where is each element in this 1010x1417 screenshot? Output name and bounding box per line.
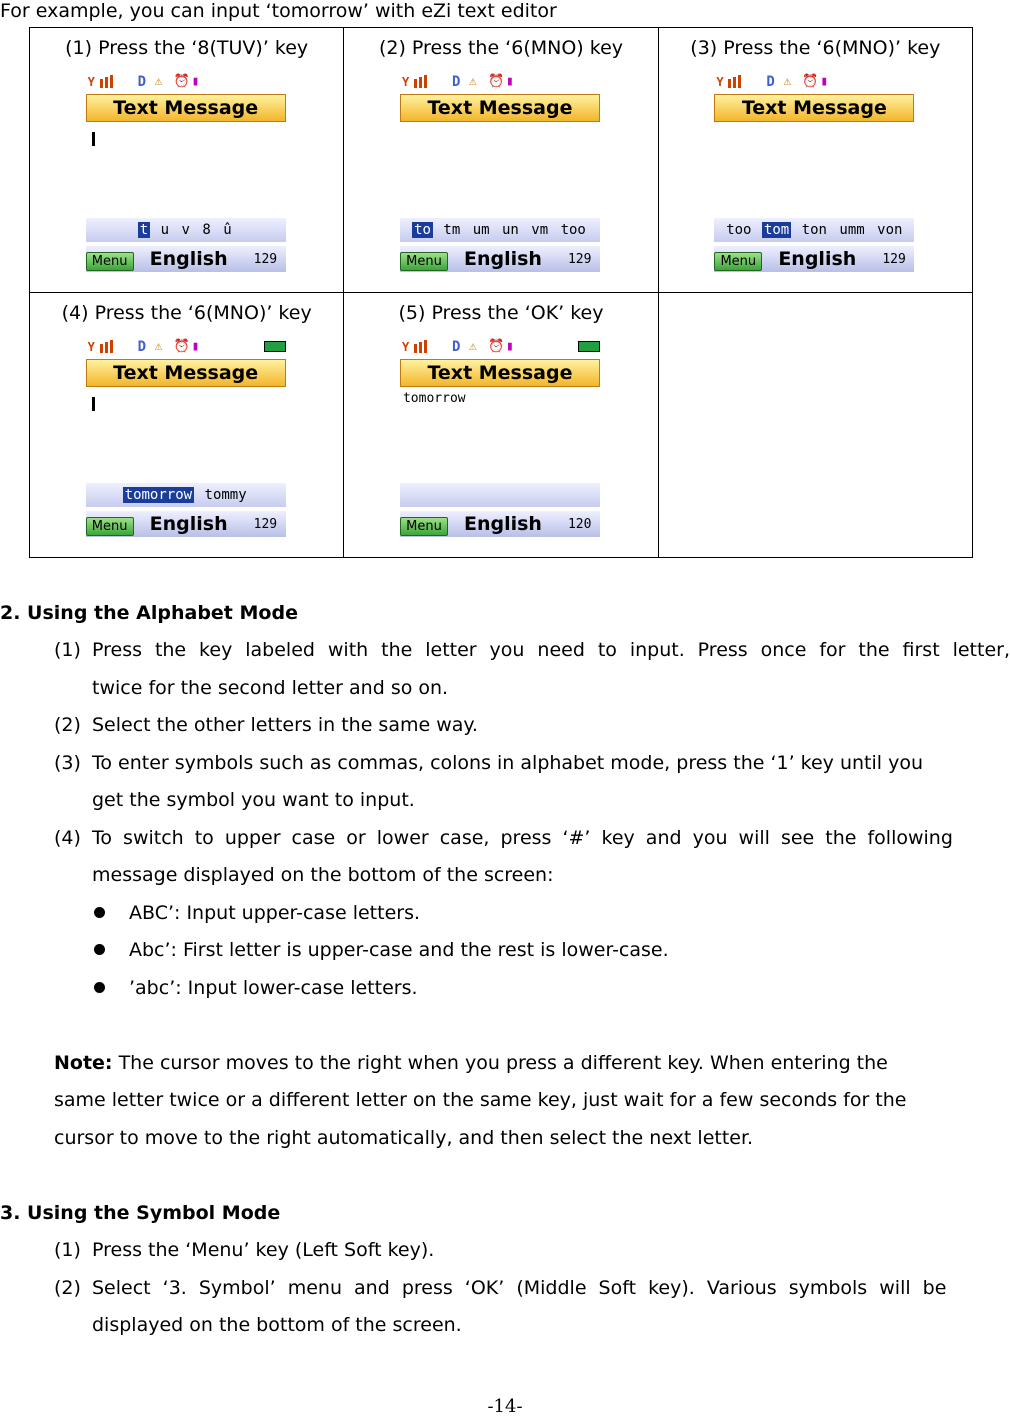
screen-title: Text Message — [714, 94, 914, 122]
item-number: (1) — [54, 1239, 81, 1261]
alarm-icon: ⏰ — [173, 74, 190, 89]
bullet-text: ABC’: Input upper-case letters. — [129, 902, 421, 924]
soft-key-bar — [400, 511, 600, 537]
item-text-continued: message displayed on the bottom of the screen: — [92, 864, 554, 886]
example-cell-5 — [344, 293, 658, 558]
example-caption: (3) Press the ‘6(MNO)’ key — [690, 37, 941, 59]
warning-icon: ⚠ — [783, 74, 792, 89]
item-text-continued: displayed on the bottom of the screen. — [92, 1314, 462, 1336]
char-count: 129 — [253, 517, 278, 532]
bullet-text: Abc’: First letter is upper-case and the rest is lower-case. — [129, 939, 669, 961]
phone-screenshot — [400, 74, 602, 274]
screen-title: Text Message — [400, 359, 600, 387]
candidate-bar — [400, 483, 600, 507]
item-number: (2) — [54, 714, 81, 736]
soft-key-bar — [86, 246, 286, 272]
item-text: To enter symbols such as commas, colons in alphabet mode, press the ‘1’ key until you — [92, 752, 924, 774]
bullet-icon — [94, 907, 105, 918]
text-cursor — [92, 132, 95, 146]
menu-soft-key[interactable]: Menu — [400, 252, 448, 271]
data-icon: D — [137, 74, 147, 90]
item-text-continued: get the symbol you want to input. — [92, 789, 415, 811]
example-cell-4 — [30, 293, 344, 558]
alarm-icon: ⏰ — [173, 339, 190, 354]
item-text: Press the key labeled with the letter you need to input. Press once for the first letter, — [92, 639, 1010, 661]
example-caption: (2) Press the ‘6(MNO) key — [378, 37, 623, 59]
data-icon: D — [766, 74, 775, 90]
bullet-item — [92, 902, 1010, 924]
section-heading: 2. Using the Alphabet Mode — [0, 602, 298, 624]
candidate-word[interactable]: tm — [443, 222, 461, 238]
candidate-bar — [86, 483, 286, 507]
example-cell-1 — [30, 28, 344, 293]
data-icon: D — [137, 339, 147, 355]
status-bar — [400, 74, 602, 90]
bullet-text: ’abc’: Input lower-case letters. — [129, 977, 418, 999]
warning-icon: ⚠ — [468, 339, 477, 354]
candidate-word[interactable]: um — [472, 222, 490, 238]
item-number: (1) — [54, 639, 81, 661]
note-text: The cursor moves to the right when you press a different key. When entering the — [118, 1052, 888, 1074]
item-text: To switch to upper case or lower case, press ‘#’ key and you will see the following — [92, 827, 953, 849]
alarm-icon: ⏰ — [487, 74, 505, 89]
menu-soft-key[interactable]: Menu — [400, 517, 448, 536]
intro-text: For example, you can input ‘tomorrow’ with eZi text editor — [0, 0, 557, 22]
examples-table — [29, 27, 973, 558]
soft-key-bar — [714, 246, 914, 272]
candidate-bar — [400, 218, 600, 242]
input-language: English — [149, 513, 228, 535]
note-text-continued: cursor to move to the right automatically, and then select the next letter. — [54, 1127, 754, 1149]
message-icon: ▮ — [505, 74, 514, 89]
bullet-item — [92, 939, 1010, 961]
typed-text: tomorrow — [402, 391, 466, 406]
example-cell-empty — [658, 293, 972, 558]
section-heading: 3. Using the Symbol Mode — [0, 1202, 281, 1224]
data-icon: D — [451, 74, 461, 90]
screen-title: Text Message — [86, 359, 286, 387]
menu-soft-key[interactable]: Menu — [86, 517, 134, 536]
note-label: Note: — [54, 1052, 113, 1074]
example-caption: (4) Press the ‘6(MNO)’ key — [61, 302, 312, 324]
status-bar — [400, 339, 602, 355]
signal-icon: Y — [87, 340, 95, 354]
alarm-icon: ⏰ — [802, 74, 819, 89]
battery-icon — [264, 341, 286, 352]
bullet-icon — [94, 982, 105, 993]
data-icon: D — [451, 339, 461, 355]
candidate-word[interactable]: un — [501, 222, 519, 238]
char-count: 120 — [567, 517, 592, 532]
signal-icon: Y — [87, 75, 95, 89]
warning-icon: ⚠ — [154, 339, 163, 354]
warning-icon: ⚠ — [468, 74, 477, 89]
candidate-word[interactable]: û — [223, 222, 232, 238]
message-icon: ▮ — [505, 339, 514, 354]
item-number: (4) — [54, 827, 81, 849]
example-cell-2 — [344, 28, 658, 293]
candidate-word[interactable]: u — [160, 222, 169, 238]
alarm-icon: ⏰ — [487, 339, 505, 354]
signal-icon: Y — [401, 340, 410, 354]
status-bar — [86, 74, 288, 90]
menu-soft-key[interactable]: Menu — [714, 252, 762, 271]
example-caption: (1) Press the ‘8(TUV)’ key — [65, 37, 309, 59]
text-cursor — [92, 397, 95, 411]
note-text-continued: same letter twice or a different letter on the same key, just wait for a few seconds for the — [54, 1089, 907, 1111]
item-number: (3) — [54, 752, 81, 774]
input-language: English — [463, 248, 542, 270]
candidate-bar — [86, 218, 286, 242]
input-language: English — [778, 248, 857, 270]
bullet-icon — [94, 944, 105, 955]
candidate-word[interactable]: vm — [531, 222, 549, 238]
note-paragraph — [54, 1052, 1010, 1074]
candidate-word[interactable]: v — [181, 222, 190, 238]
screen-title: Text Message — [400, 94, 600, 122]
item-text: Select ‘3. Symbol’ menu and press ‘OK’ (Middle Soft key). Various symbols will be — [92, 1277, 947, 1299]
input-language: English — [463, 513, 542, 535]
input-language: English — [149, 248, 228, 270]
candidate-word[interactable]: 8 — [202, 222, 211, 238]
item-text: Select the other letters in the same way. — [92, 714, 478, 736]
phone-screenshot — [86, 74, 288, 274]
example-cell-3 — [658, 28, 972, 293]
char-count: 129 — [253, 252, 278, 267]
message-icon: ▮ — [191, 339, 200, 354]
candidate-word-selected[interactable]: tom — [763, 222, 790, 238]
menu-soft-key[interactable]: Menu — [86, 252, 134, 271]
soft-key-bar — [86, 511, 286, 537]
candidate-word[interactable]: von — [877, 222, 903, 238]
candidate-word[interactable]: tommy — [204, 487, 247, 503]
item-text-continued: twice for the second letter and so on. — [92, 677, 449, 699]
phone-screenshot — [400, 339, 602, 539]
page-number: -14- — [487, 1396, 523, 1417]
phone-screenshot — [714, 74, 916, 274]
candidate-bar — [714, 218, 914, 242]
example-caption: (5) Press the ‘OK’ key — [398, 302, 604, 324]
phone-screenshot — [86, 339, 288, 539]
message-icon: ▮ — [191, 74, 200, 89]
char-count: 129 — [882, 252, 906, 267]
char-count: 129 — [567, 252, 592, 267]
candidate-word-selected[interactable]: to — [414, 222, 431, 238]
candidate-word-selected[interactable]: tomorrow — [124, 487, 193, 503]
soft-key-bar — [400, 246, 600, 272]
screen-title: Text Message — [86, 94, 286, 122]
message-icon: ▮ — [820, 74, 829, 89]
item-number: (2) — [54, 1277, 81, 1299]
candidate-word[interactable]: ton — [801, 222, 827, 238]
candidate-word[interactable]: umm — [839, 222, 865, 238]
warning-icon: ⚠ — [154, 74, 163, 89]
status-bar — [86, 339, 288, 355]
status-bar — [714, 74, 916, 90]
signal-icon: Y — [401, 75, 410, 89]
battery-icon — [578, 341, 600, 352]
signal-icon: Y — [716, 75, 724, 89]
candidate-word-selected[interactable]: t — [139, 222, 149, 238]
candidate-word[interactable]: too — [726, 222, 752, 238]
candidate-word[interactable]: too — [560, 222, 586, 238]
bullet-item — [92, 977, 1010, 999]
item-text: Press the ‘Menu’ key (Left Soft key). — [92, 1239, 435, 1261]
